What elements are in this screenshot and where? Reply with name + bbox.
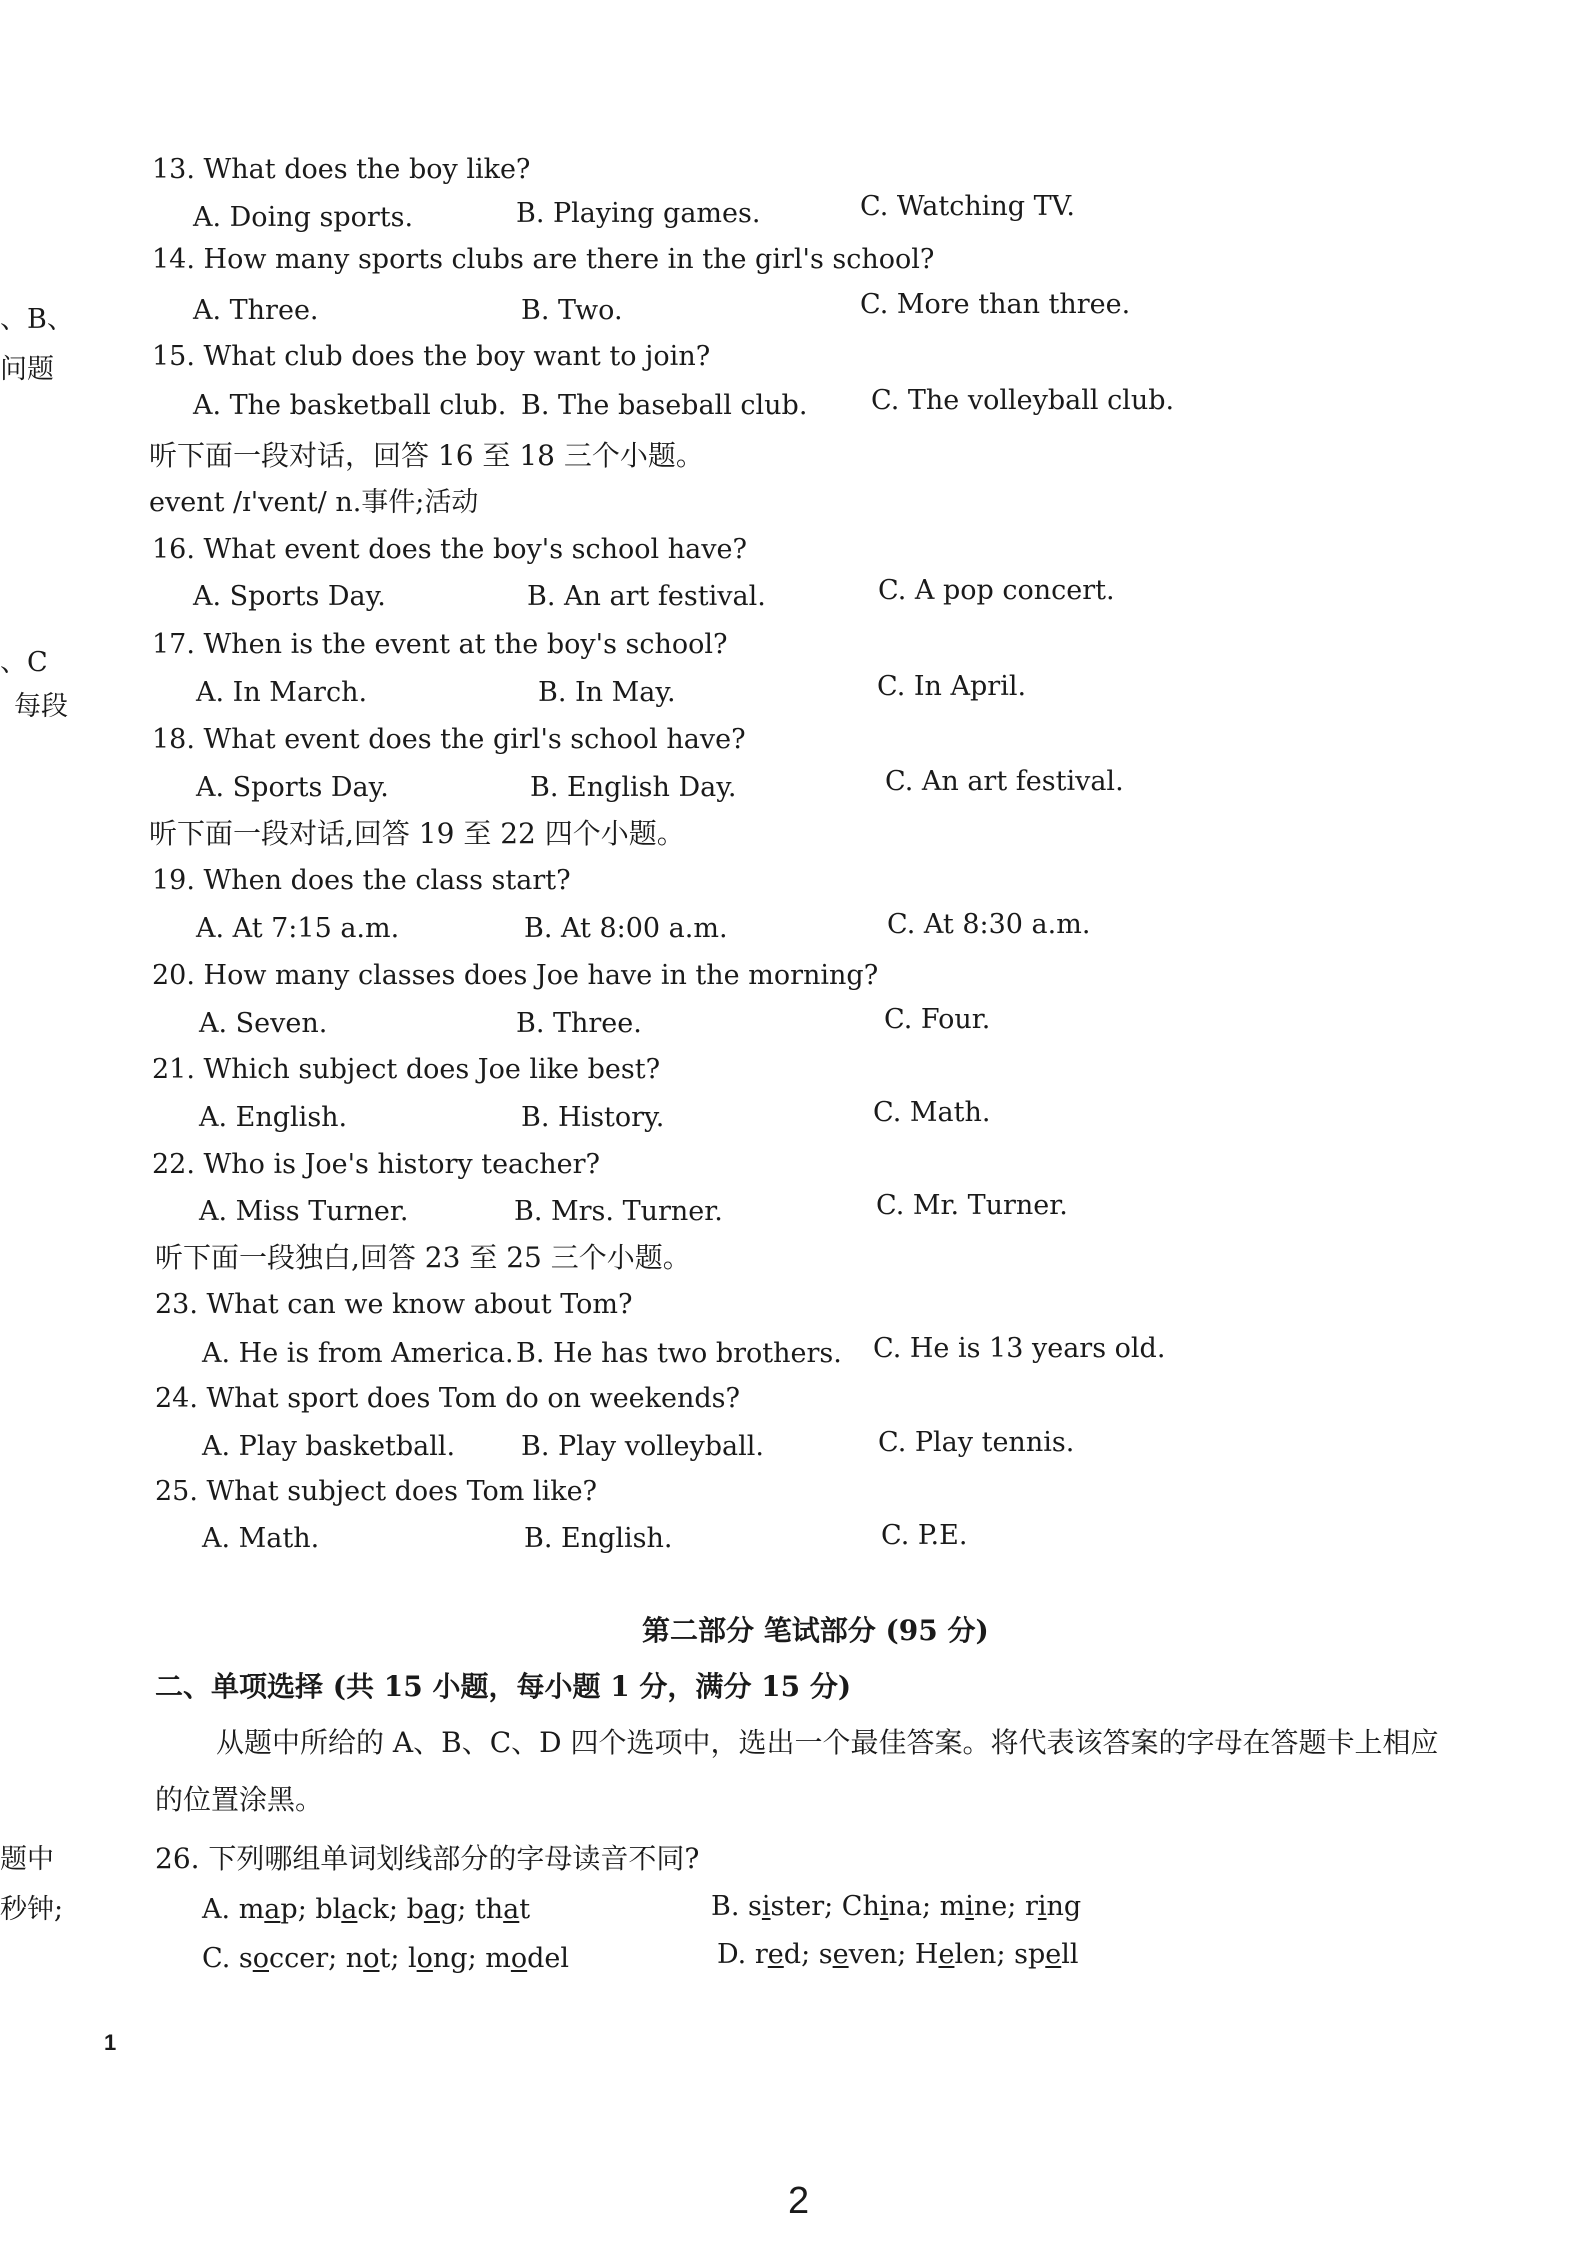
margin-fragment: 问题 xyxy=(0,354,54,385)
option-15-b: B. The baseball club. xyxy=(521,390,808,421)
option-14-b: B. Two. xyxy=(521,295,623,326)
option-23-b: B. He has two brothers. xyxy=(516,1338,842,1369)
margin-fragment: 、B、 xyxy=(0,304,74,335)
option-13-c: C. Watching TV. xyxy=(860,191,1075,222)
question-21: 21. Which subject does Joe like best? xyxy=(152,1054,661,1085)
option-26-a: A. map; black; bag; that xyxy=(202,1894,531,1925)
option-18-b: B. English Day. xyxy=(530,772,737,803)
option-21-c: C. Math. xyxy=(873,1097,991,1128)
option-24-c: C. Play tennis. xyxy=(878,1427,1075,1458)
option-20-a: A. Seven. xyxy=(199,1008,328,1039)
option-22-b: B. Mrs. Turner. xyxy=(514,1196,723,1227)
option-13-b: B. Playing games. xyxy=(516,198,761,229)
option-26-d: D. red; seven; Helen; spell xyxy=(717,1939,1079,1970)
part2-title: 第二部分 笔试部分 (95 分) xyxy=(642,1614,989,1647)
option-13-a: A. Doing sports. xyxy=(193,202,414,233)
option-14-a: A. Three. xyxy=(193,295,319,326)
question-26: 26. 下列哪组单词划线部分的字母读音不同? xyxy=(155,1842,700,1875)
question-24: 24. What sport does Tom do on weekends? xyxy=(155,1383,740,1414)
option-16-a: A. Sports Day. xyxy=(193,581,386,612)
option-24-b: B. Play volleyball. xyxy=(521,1431,764,1462)
option-16-b: B. An art festival. xyxy=(527,581,766,612)
question-13: 13. What does the boy like? xyxy=(152,154,531,185)
option-26-b: B. sister; China; mine; ring xyxy=(711,1891,1082,1922)
margin-fragment: 秒钟; xyxy=(0,1894,64,1925)
directions-line2: 的位置涂黑。 xyxy=(155,1783,324,1816)
option-17-a: A. In March. xyxy=(196,677,368,708)
option-22-a: A. Miss Turner. xyxy=(199,1196,409,1227)
option-20-b: B. Three. xyxy=(516,1008,642,1039)
option-17-b: B. In May. xyxy=(538,677,676,708)
option-15-a: A. The basketball club. xyxy=(193,390,507,421)
question-18: 18. What event does the girl's school have? xyxy=(152,724,746,755)
option-25-b: B. English. xyxy=(524,1523,673,1554)
question-25: 25. What subject does Tom like? xyxy=(155,1476,598,1507)
page-mark-small: 1 xyxy=(104,2030,117,2055)
question-19: 19. When does the class start? xyxy=(152,865,571,896)
option-19-a: A. At 7:15 a.m. xyxy=(196,913,400,944)
directions-line1: 从题中所给的 A、B、C、D 四个选项中，选出一个最佳答案。将代表该答案的字母在答题卡上相应 xyxy=(216,1726,1439,1759)
margin-fragment: 题中 xyxy=(0,1844,54,1875)
option-26-c: C. soccer; not; long; model xyxy=(202,1943,570,1974)
instruction-23-25: 听下面一段独白,回答 23 至 25 三个小题。 xyxy=(155,1241,691,1274)
option-19-b: B. At 8:00 a.m. xyxy=(524,913,728,944)
option-25-a: A. Math. xyxy=(202,1523,320,1554)
question-14: 14. How many sports clubs are there in the girl's school? xyxy=(152,244,935,275)
option-15-c: C. The volleyball club. xyxy=(871,385,1175,416)
question-17: 17. When is the event at the boy's school? xyxy=(152,629,728,660)
margin-fragment: 、C xyxy=(0,647,48,678)
page-number: 2 xyxy=(788,2180,810,2222)
option-24-a: A. Play basketball. xyxy=(202,1431,456,1462)
option-17-c: C. In April. xyxy=(877,671,1027,702)
option-18-c: C. An art festival. xyxy=(885,766,1124,797)
option-25-c: C. P.E. xyxy=(881,1520,968,1551)
option-20-c: C. Four. xyxy=(884,1004,991,1035)
question-15: 15. What club does the boy want to join? xyxy=(152,341,711,372)
option-16-c: C. A pop concert. xyxy=(878,575,1115,606)
instruction-16-18: 听下面一段对话，回答 16 至 18 三个小题。 xyxy=(149,439,704,472)
option-23-a: A. He is from America. xyxy=(202,1338,514,1369)
section-title: 二、单项选择 (共 15 小题，每小题 1 分，满分 15 分) xyxy=(155,1670,852,1703)
margin-fragment: 每段 xyxy=(14,691,68,722)
question-16: 16. What event does the boy's school have? xyxy=(152,534,747,565)
question-22: 22. Who is Joe's history teacher? xyxy=(152,1149,601,1180)
option-22-c: C. Mr. Turner. xyxy=(876,1190,1068,1221)
option-21-a: A. English. xyxy=(199,1102,348,1133)
option-23-c: C. He is 13 years old. xyxy=(873,1333,1166,1364)
option-21-b: B. History. xyxy=(521,1102,665,1133)
option-19-c: C. At 8:30 a.m. xyxy=(887,909,1091,940)
question-23: 23. What can we know about Tom? xyxy=(155,1289,633,1320)
instruction-19-22: 听下面一段对话,回答 19 至 22 四个小题。 xyxy=(149,817,685,850)
question-20: 20. How many classes does Joe have in the morning? xyxy=(152,960,879,991)
option-14-c: C. More than three. xyxy=(860,289,1131,320)
vocab-note: event /ɪ'vent/ n.事件;活动 xyxy=(149,487,479,518)
option-18-a: A. Sports Day. xyxy=(196,772,389,803)
